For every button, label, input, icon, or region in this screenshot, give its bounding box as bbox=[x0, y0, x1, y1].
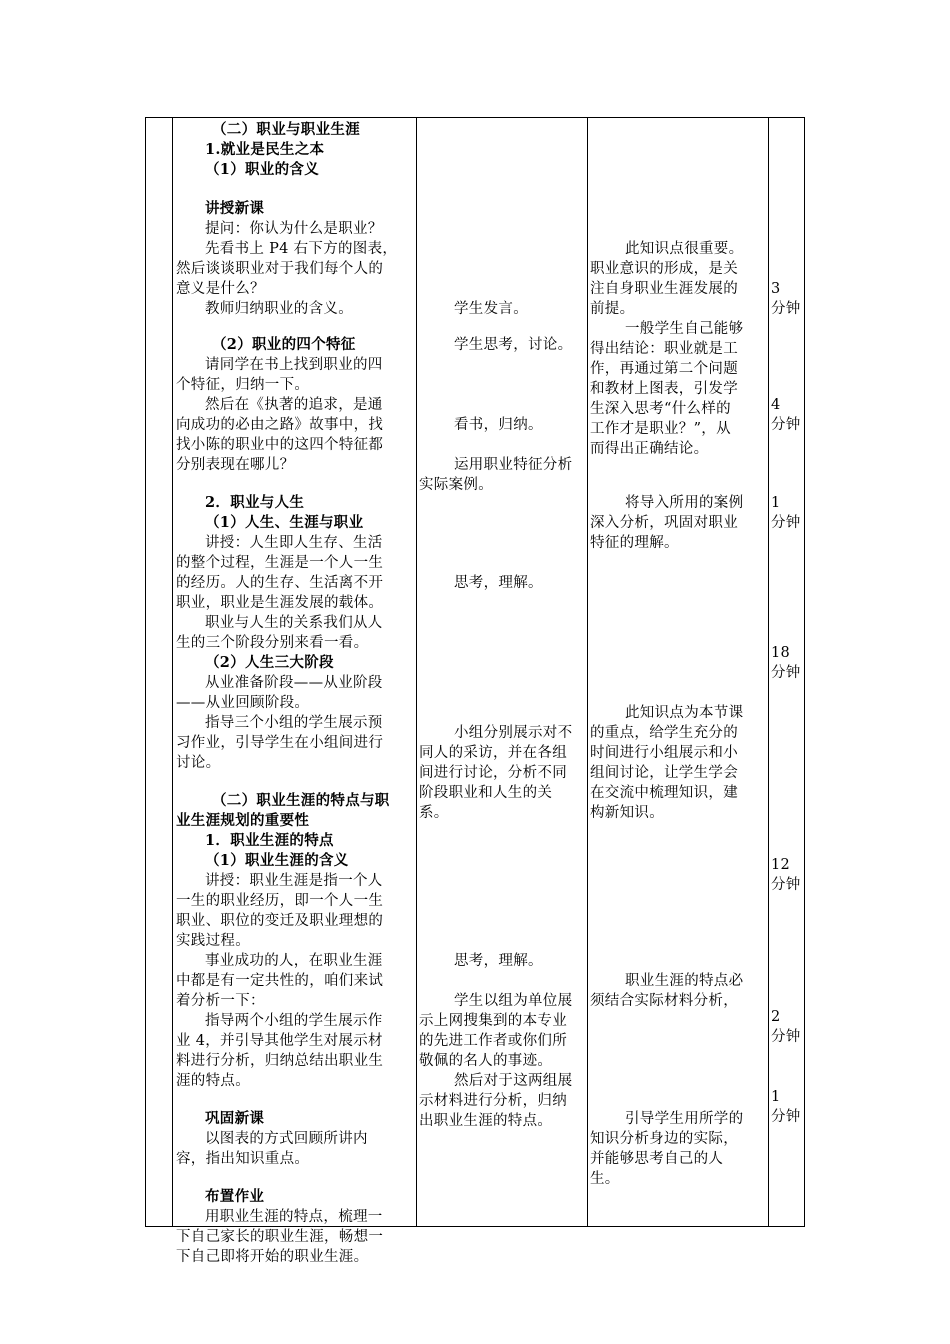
intent-text-line: 而得出正确结论。 bbox=[590, 441, 709, 457]
teacher-text-line: 请同学在书上找到职业的四 bbox=[205, 357, 383, 373]
teacher-text-line: 讲授新课 bbox=[205, 200, 265, 217]
teacher-text-line: 个特征，归纳一下。 bbox=[176, 377, 310, 393]
intent-text-line: 此知识点很重要。 bbox=[625, 241, 744, 257]
time-text-line: 分钟 bbox=[771, 301, 801, 317]
student-text-line: 间进行讨论，分析不同 bbox=[419, 765, 567, 781]
teacher-text-line: 涯的特点。 bbox=[176, 1073, 250, 1089]
time-text-line: 18 bbox=[771, 645, 791, 661]
intent-text-line: 须结合实际材料分析， bbox=[590, 993, 738, 1009]
intent-text-line: 作，再通过第二个问题 bbox=[590, 361, 738, 377]
student-text-line: 阶段职业和人生的关 bbox=[419, 785, 553, 801]
student-text-line: 系。 bbox=[419, 805, 449, 821]
teacher-text-line: 下自己家长的职业生涯，畅想一 bbox=[176, 1229, 384, 1245]
intent-text-line: 工作才是职业？”，从 bbox=[590, 421, 731, 437]
teacher-text-line: 职业、职位的变迁及职业理想的 bbox=[176, 913, 384, 929]
teacher-text-line: 布置作业 bbox=[205, 1188, 265, 1205]
teacher-text-line: 习作业，引导学生在小组间进行 bbox=[176, 735, 384, 751]
student-text-line: 小组分别展示对不 bbox=[454, 725, 573, 741]
teacher-text-line: 然后谈谈职业对于我们每个人的 bbox=[176, 261, 384, 277]
student-text-line: 的先进工作者或你们所 bbox=[419, 1033, 567, 1049]
teacher-text-line: 指导两个小组的学生展示作 bbox=[205, 1013, 383, 1029]
teacher-text-line: 着分析一下： bbox=[176, 993, 265, 1009]
intent-text-line: 生。 bbox=[590, 1171, 620, 1187]
teacher-text-line: 的整个过程，生涯是一个人一生 bbox=[176, 555, 384, 571]
student-text-line: 敬佩的名人的事迹。 bbox=[419, 1053, 553, 1069]
student-text-line: 同人的采访，并在各组 bbox=[419, 745, 567, 761]
time-text-line: 1 bbox=[771, 1089, 781, 1105]
intent-text-line: 注自身职业生涯发展的 bbox=[590, 281, 738, 297]
teacher-text-line: （2）职业的四个特征 bbox=[212, 336, 356, 353]
intent-text-line: 职业意识的形成，是关 bbox=[590, 261, 738, 277]
teacher-text-line: 向成功的必由之路》故事中，找 bbox=[176, 417, 384, 433]
teacher-text-line: 提问：你认为什么是职业？ bbox=[205, 221, 383, 237]
teacher-activity-column bbox=[172, 118, 416, 1265]
intent-text-line: 构新知识。 bbox=[590, 805, 664, 821]
teacher-text-line: 以图表的方式回顾所讲内 bbox=[205, 1131, 368, 1147]
teacher-text-line: （1）职业生涯的含义 bbox=[205, 852, 349, 869]
teacher-text-line: 巩固新课 bbox=[205, 1110, 265, 1127]
student-text-line: 实际案例。 bbox=[419, 477, 493, 493]
teacher-text-line: 一生的职业经历，即一个人一生 bbox=[176, 893, 384, 909]
teacher-text-line: 下自己即将开始的职业生涯。 bbox=[176, 1249, 369, 1265]
student-text-line: 示材料进行分析，归纳 bbox=[419, 1093, 567, 1109]
intent-text-line: 得出结论：职业就是工 bbox=[590, 341, 738, 357]
student-text-line: 出职业生涯的特点。 bbox=[419, 1113, 553, 1129]
student-text-line: 学生发言。 bbox=[454, 301, 528, 317]
teacher-text-line: 讲授：人生即人生存、生活 bbox=[205, 535, 383, 551]
teacher-text-line: 讨论。 bbox=[176, 755, 221, 771]
design-intent-column bbox=[588, 118, 768, 1226]
teacher-text-line: 职业与人生的关系我们从人 bbox=[205, 615, 383, 631]
teacher-text-line: 分别表现在哪儿？ bbox=[176, 457, 295, 473]
intent-text-line: 知识分析身边的实际， bbox=[590, 1131, 738, 1147]
intent-text-line: 的重点，给学生充分的 bbox=[590, 725, 738, 741]
teacher-text-line: 讲授：职业生涯是指一个人 bbox=[205, 873, 383, 889]
time-text-line: 4 bbox=[771, 397, 781, 413]
teacher-text-line: 料进行分析，归纳总结出职业生 bbox=[176, 1053, 384, 1069]
student-text-line: 学生思考，讨论。 bbox=[454, 337, 573, 353]
intent-text-line: 引导学生用所学的 bbox=[625, 1111, 744, 1127]
student-text-line: 运用职业特征分析 bbox=[454, 457, 573, 473]
intent-text-line: 时间进行小组展示和小 bbox=[590, 745, 738, 761]
student-activity-column bbox=[417, 118, 587, 1226]
intent-text-line: 在交流中梳理知识，建 bbox=[590, 785, 738, 801]
teacher-text-line: 事业成功的人，在职业生涯 bbox=[205, 953, 383, 969]
intent-text-line: 深入分析，巩固对职业 bbox=[590, 515, 738, 531]
intent-text-line: 前提。 bbox=[590, 301, 635, 317]
time-text-line: 分钟 bbox=[771, 1029, 801, 1045]
student-text-line: 学生以组为单位展 bbox=[454, 993, 573, 1009]
student-text-line: 示上网搜集到的本专业 bbox=[419, 1013, 567, 1029]
teacher-text-line: 容，指出知识重点。 bbox=[176, 1151, 310, 1167]
teacher-text-line: 指导三个小组的学生展示预 bbox=[205, 715, 383, 731]
teacher-text-line: （二）职业与职业生涯 bbox=[212, 121, 360, 138]
teacher-text-line: （2）人生三大阶段 bbox=[205, 654, 334, 671]
teacher-text-line: 找小陈的职业中的这四个特征都 bbox=[176, 437, 384, 453]
teacher-text-line: 业生涯规划的重要性 bbox=[176, 812, 310, 829]
teacher-text-line: 业 4，并引导其他学生对展示材 bbox=[176, 1033, 383, 1049]
teacher-text-line: （1）职业的含义 bbox=[205, 161, 319, 178]
student-text-line: 看书，归纳。 bbox=[454, 417, 543, 433]
teacher-text-line: 1.就业是民生之本 bbox=[205, 141, 325, 158]
time-column bbox=[769, 118, 805, 1226]
time-text-line: 3 bbox=[771, 281, 781, 297]
lesson-plan-table bbox=[145, 117, 805, 1265]
intent-text-line: 和教材上图表，引发学 bbox=[590, 381, 738, 397]
teacher-text-line: 的经历。人的生存、生活离不开 bbox=[176, 575, 384, 591]
student-text-line: 思考，理解。 bbox=[454, 953, 543, 969]
time-text-line: 分钟 bbox=[771, 665, 801, 681]
teacher-text-line: 生的三个阶段分别来看一看。 bbox=[176, 635, 369, 651]
time-text-line: 分钟 bbox=[771, 515, 801, 531]
time-text-line: 2 bbox=[771, 1009, 781, 1025]
time-text-line: 分钟 bbox=[771, 877, 801, 893]
time-text-line: 分钟 bbox=[771, 417, 801, 433]
intent-text-line: 将导入所用的案例 bbox=[625, 495, 744, 511]
teacher-text-line: （二）职业生涯的特点与职 bbox=[212, 792, 390, 809]
teacher-text-line: 教师归纳职业的含义。 bbox=[205, 301, 353, 317]
teacher-text-line: （1）人生、生涯与职业 bbox=[205, 514, 364, 531]
intent-text-line: 组间讨论，让学生学会 bbox=[590, 765, 738, 781]
student-text-line: 然后对于这两组展 bbox=[454, 1073, 573, 1089]
intent-text-line: 并能够思考自己的人 bbox=[590, 1151, 724, 1167]
teacher-text-line: ——从业回顾阶段。 bbox=[176, 695, 310, 711]
student-text-line: 思考，理解。 bbox=[454, 575, 543, 591]
teacher-text-line: 意义是什么？ bbox=[176, 281, 265, 297]
teacher-text-line: 实践过程。 bbox=[176, 933, 250, 949]
teacher-text-line: 中都是有一定共性的，咱们来试 bbox=[176, 973, 384, 989]
teacher-text-line: 2．职业与人生 bbox=[205, 494, 305, 511]
teacher-text-line: 然后在《执著的追求，是通 bbox=[205, 397, 383, 413]
teacher-text-line: 先看书上 P4 右下方的图表， bbox=[205, 241, 398, 257]
teacher-text-line: 用职业生涯的特点，梳理一 bbox=[205, 1209, 383, 1225]
teacher-text-line: 1．职业生涯的特点 bbox=[205, 832, 334, 849]
intent-text-line: 生深入思考“什么样的 bbox=[590, 401, 731, 417]
time-text-line: 1 bbox=[771, 495, 781, 511]
teacher-text-line: 从业准备阶段——从业阶段 bbox=[205, 675, 383, 691]
intent-text-line: 职业生涯的特点必 bbox=[625, 973, 744, 989]
intent-text-line: 一般学生自己能够 bbox=[625, 321, 744, 337]
time-text-line: 分钟 bbox=[771, 1109, 801, 1125]
teacher-text-line: 职业，职业是生涯发展的载体。 bbox=[176, 595, 384, 611]
time-text-line: 12 bbox=[771, 857, 791, 873]
intent-text-line: 特征的理解。 bbox=[590, 535, 679, 551]
intent-text-line: 此知识点为本节课 bbox=[625, 705, 744, 721]
